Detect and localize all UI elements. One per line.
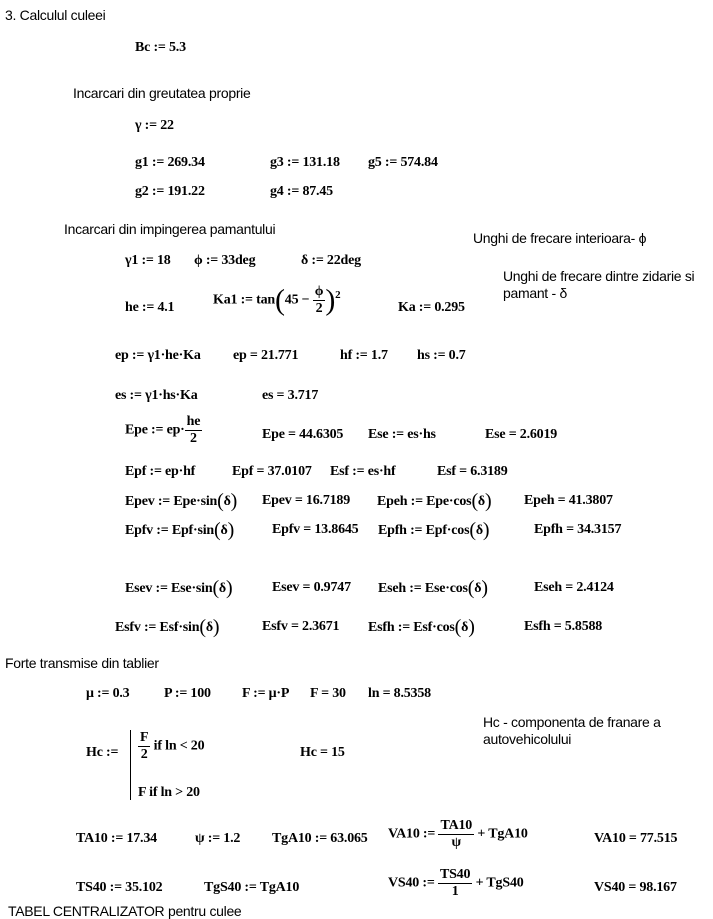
expr-phi: ϕ := 33deg: [194, 253, 256, 268]
expr-epfh-val: Epfh = 34.3157: [534, 522, 622, 537]
expr-esfh-def: Esfh := Esf·cos(δ): [368, 616, 475, 638]
expr-esfv-def: Esfv := Esf·sin(δ): [115, 616, 220, 638]
expr-epfv-def: Epfv := Epf·sin(δ): [125, 519, 235, 541]
expr-ese-val: Ese = 2.6019: [485, 427, 558, 442]
expr-esf-val: Esf = 6.3189: [437, 464, 508, 479]
expr-hc-val: Hc = 15: [300, 745, 345, 760]
expr-esev-def: Esev := Ese·sin(δ): [125, 577, 233, 599]
heading-section-3: 3. Calculul culeei: [5, 7, 106, 23]
expr-ta10: TA10 := 17.34: [76, 831, 157, 846]
expr-va10-def: VA10 := $\frac{TA10}{\psi}$ + TgA10: [388, 818, 528, 850]
ka1-inner: 45 −: [284, 292, 310, 308]
expr-p: P := 100: [164, 686, 211, 701]
expr-gamma1: γ1 := 18: [125, 253, 171, 268]
note-phi: Unghi de frecare interioara- ϕ: [473, 230, 647, 246]
expr-eseh-val: Eseh = 2.4124: [534, 580, 614, 595]
ka1-lhs: Ka1 := tan: [213, 292, 275, 308]
expr-esfh-val: Esfh = 5.8588: [524, 619, 603, 634]
expr-tga10: TgA10 := 63.065: [272, 831, 368, 846]
expr-gamma: γ := 22: [135, 118, 174, 133]
expr-epfh-def: Epfh := Epf·cos(δ): [378, 519, 490, 541]
heading-impingere: Incarcari din impingerea pamantului: [64, 221, 276, 237]
ka1-exponent: 2: [335, 289, 341, 302]
expr-epf-def: Epf := ep·hf: [125, 464, 196, 479]
heading-tabel: TABEL CENTRALIZATOR pentru culee: [8, 903, 242, 919]
expr-epfv-val: Epfv = 13.8645: [272, 522, 359, 537]
heading-forte: Forte transmise din tablier: [5, 655, 159, 671]
expr-bc: Bc := 5.3: [135, 40, 186, 55]
expr-ts40: TS40 := 35.102: [76, 880, 163, 895]
expr-ka: Ka := 0.295: [398, 300, 465, 315]
expr-psi: ψ := 1.2: [195, 831, 241, 846]
note-delta: Unghi de frecare dintre zidarie si pamant - δ: [503, 268, 695, 301]
expr-va10-val: VA10 = 77.515: [594, 831, 678, 846]
expr-mu: μ := 0.3: [86, 686, 130, 701]
expr-delta: δ := 22deg: [301, 253, 361, 268]
expr-hc-case2: F if ln > 20: [138, 785, 200, 800]
expr-f-val: F = 30: [310, 686, 346, 701]
expr-he: he := 4.1: [125, 300, 175, 315]
expr-ep-val: ep = 21.771: [233, 348, 299, 363]
expr-hc-case1: $\frac{F}{2}$ if ln < 20: [140, 730, 205, 762]
expr-hs: hs := 0.7: [417, 348, 466, 363]
expr-esf-def: Esf := es·hf: [330, 464, 396, 479]
expr-hf: hf := 1.7: [340, 348, 388, 363]
expr-epf-val: Epf = 37.0107: [232, 464, 312, 479]
expr-g3: g3 := 131.18: [270, 155, 340, 170]
va10-fraction: $\frac{TA10}{\psi}$: [440, 818, 473, 850]
expr-eseh-def: Eseh := Ese·cos(δ): [378, 577, 488, 599]
expr-ka1: Ka1 := tan(45 − $\frac{\phi}{2}$ )$^2$: [213, 283, 341, 317]
expr-ln: ln = 8.5358: [368, 686, 431, 701]
expr-tgs40: TgS40 := TgA10: [204, 880, 300, 895]
ka1-fraction: $\frac{\phi}{2}$: [314, 284, 324, 316]
expr-ep-def: ep := γ1·he·Ka: [115, 348, 201, 363]
expr-vs40-val: VS40 = 98.167: [594, 880, 677, 895]
expr-epev-val: Epev = 16.7189: [262, 493, 351, 508]
expr-es-val: es = 3.717: [262, 388, 319, 403]
expr-epeh-def: Epeh := Epe·cos(δ): [377, 490, 492, 512]
expr-g4: g4 := 87.45: [270, 184, 333, 199]
expr-g1: g1 := 269.34: [135, 155, 205, 170]
expr-epe-val: Epe = 44.6305: [262, 427, 344, 442]
expr-hc-lhs: Hc :=: [86, 745, 119, 760]
expr-f-def: F := μ·P: [242, 686, 290, 701]
vs40-fraction: $\frac{TS40}{1}$: [439, 867, 471, 899]
expr-es-def: es := γ1·hs·Ka: [115, 388, 198, 403]
expr-ese-def: Ese := es·hs: [368, 427, 436, 442]
heading-greutate: Incarcari din greutatea proprie: [73, 85, 251, 101]
expr-vs40-def: VS40 := $\frac{TS40}{1}$ + TgS40: [388, 867, 524, 899]
expr-g2: g2 := 191.22: [135, 184, 205, 199]
hc-fraction: $\frac{F}{2}$: [140, 730, 149, 762]
note-hc: Hc - componenta de franare a autovehicolului: [483, 714, 661, 747]
expr-esev-val: Esev = 0.9747: [272, 580, 351, 595]
expr-esfv-val: Esfv = 2.3671: [262, 619, 340, 634]
expr-epev-def: Epev := Epe·sin(δ): [125, 490, 238, 512]
piecewise-brace: [130, 730, 131, 800]
expr-epeh-val: Epeh = 41.3807: [524, 493, 613, 508]
expr-g5: g5 := 574.84: [368, 155, 438, 170]
expr-epe-def: Epe := ep· $\frac{he}{2}$: [125, 414, 201, 446]
epe-fraction: $\frac{he}{2}$: [186, 414, 201, 446]
